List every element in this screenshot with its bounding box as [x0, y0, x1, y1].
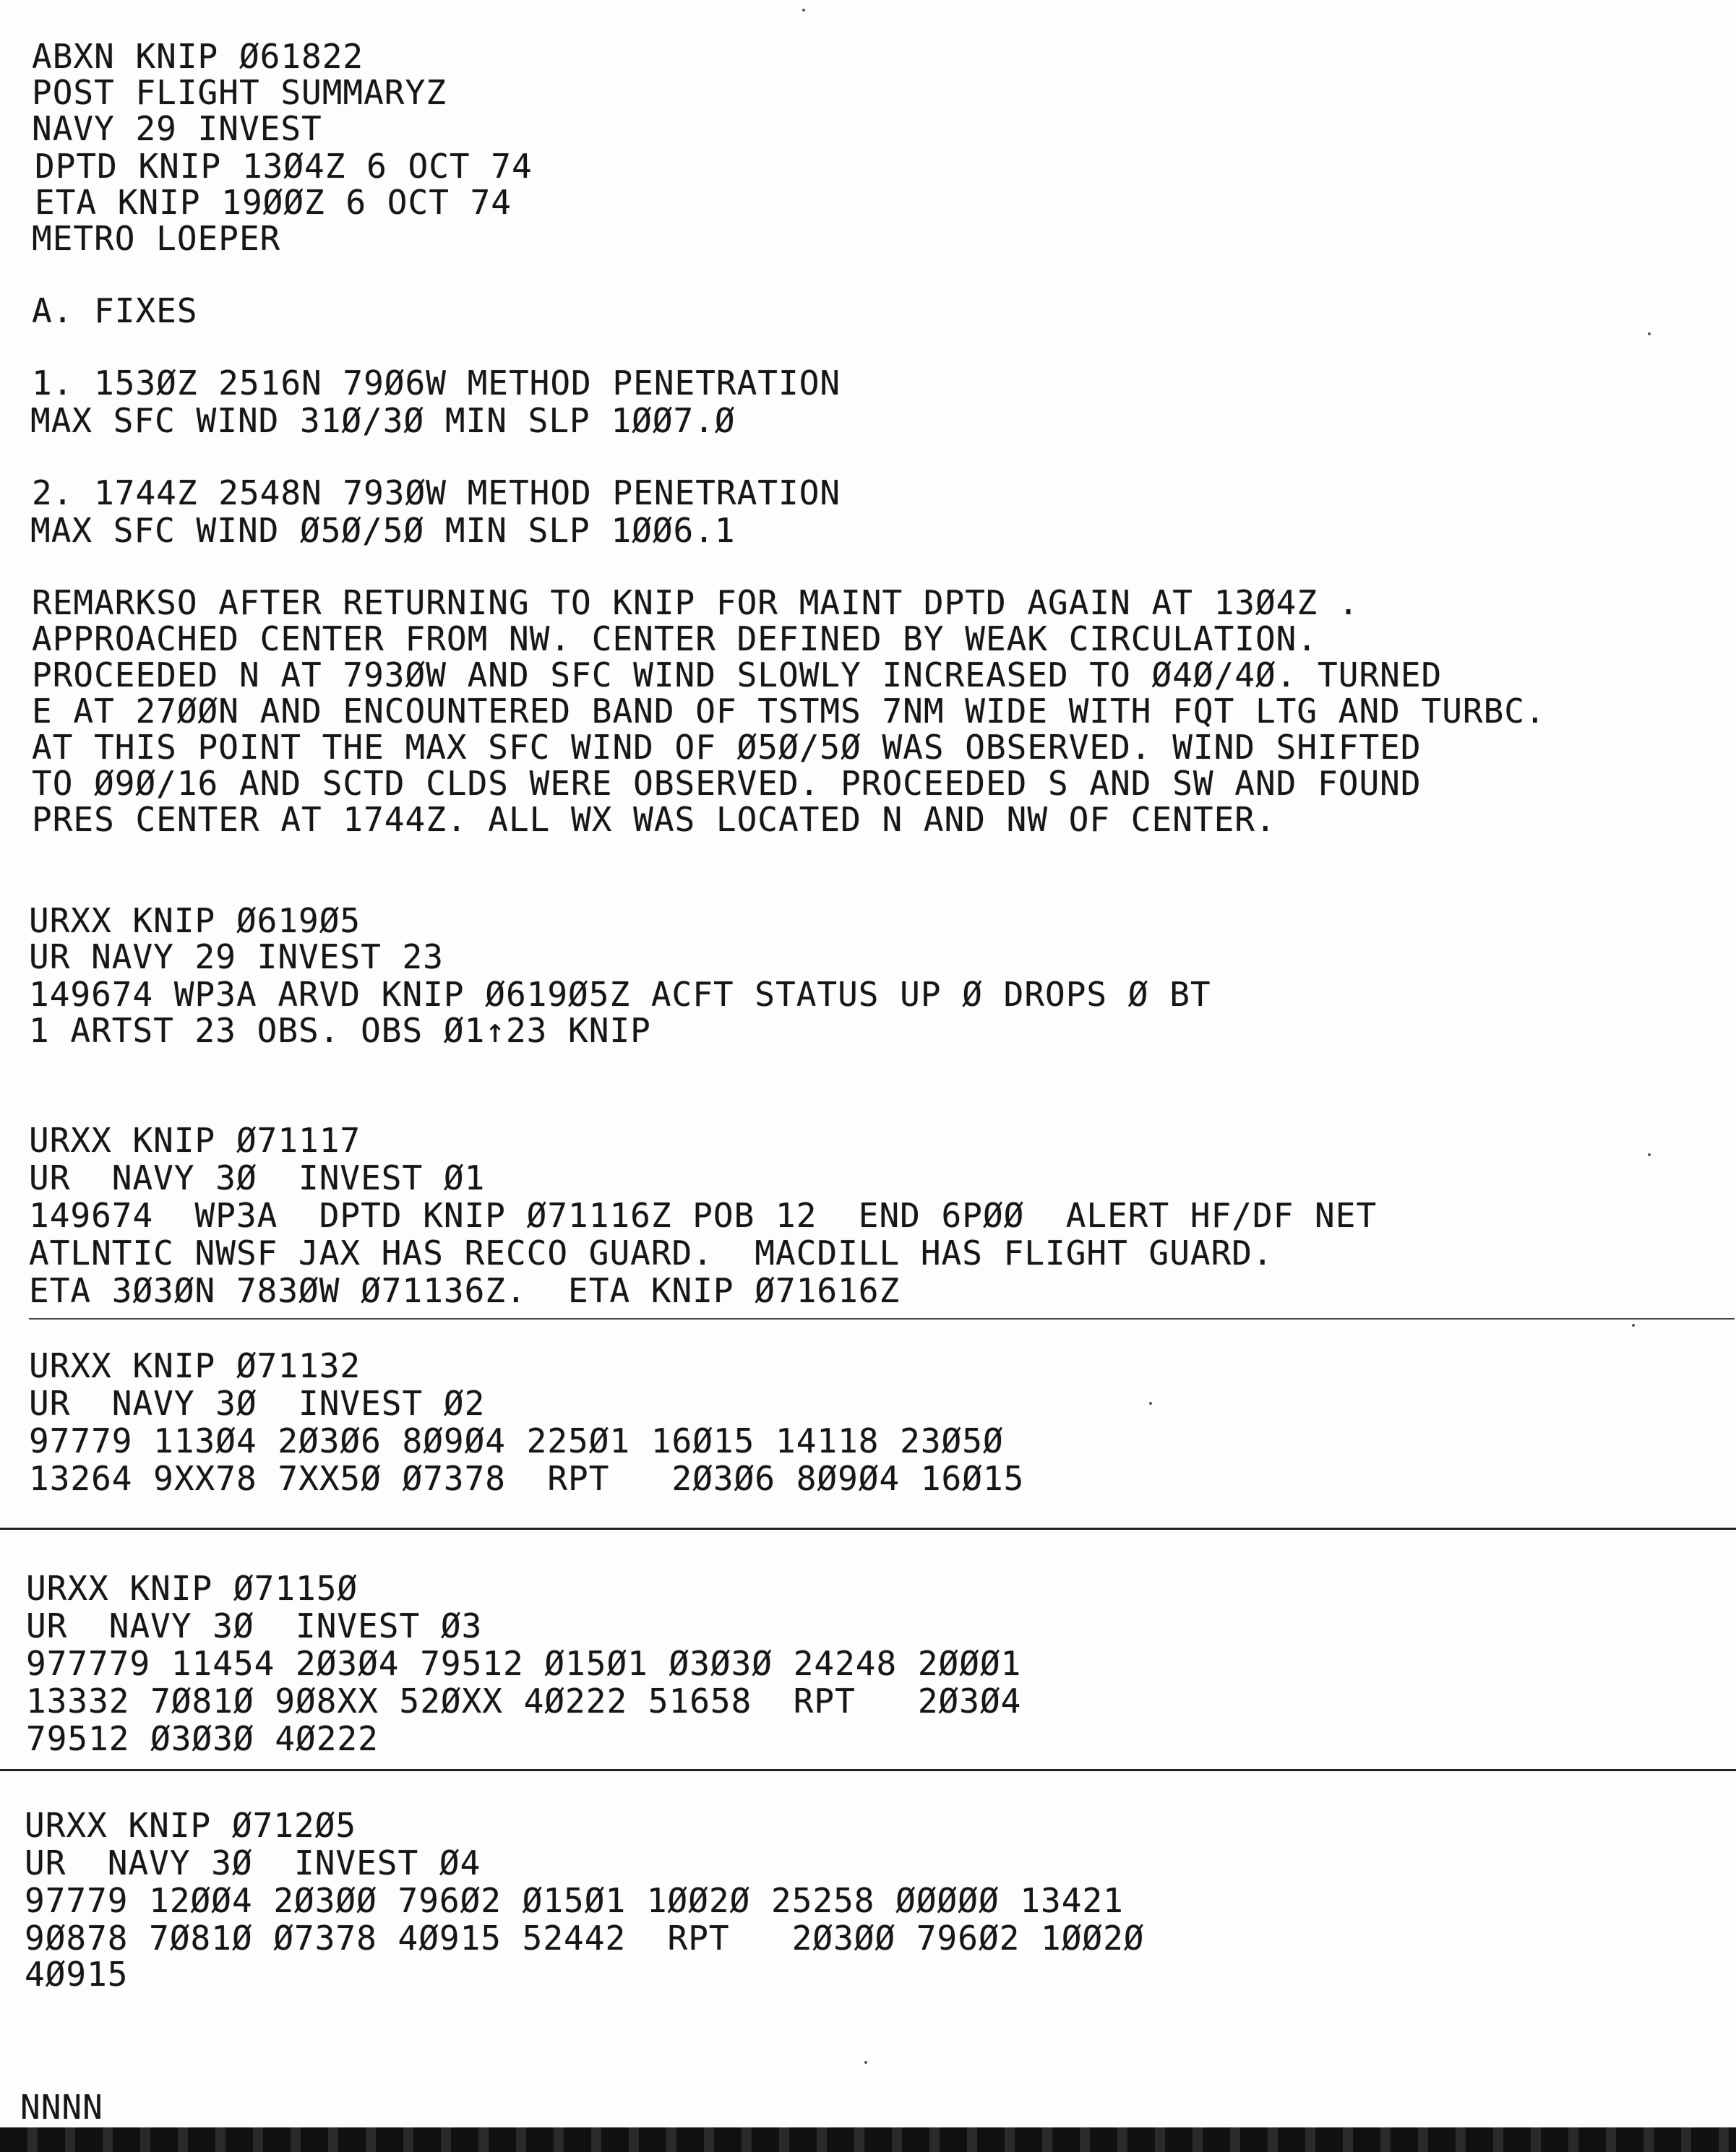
separator-line-3 [0, 1769, 1736, 1771]
scan-speck [864, 2061, 867, 2064]
msg-3-line-2: UR NAVY 3Ø INVEST Ø2 [29, 1384, 486, 1423]
header-line-6: METRO LOEPER [32, 219, 281, 258]
msg-1-line-2: UR NAVY 29 INVEST 23 [29, 937, 444, 976]
scan-speck [802, 9, 805, 12]
msg-1-line-1: URXX KNIP Ø619Ø5 [29, 901, 361, 940]
msg-4-line-5: 79512 Ø3Ø3Ø 4Ø222 [26, 1719, 379, 1758]
msg-3-line-3: 97779 113Ø4 2Ø3Ø6 8Ø9Ø4 225Ø1 16Ø15 14118 23Ø5Ø [29, 1421, 1004, 1460]
msg-5-line-2: UR NAVY 3Ø INVEST Ø4 [25, 1843, 481, 1882]
msg-4-line-2: UR NAVY 3Ø INVEST Ø3 [26, 1606, 483, 1645]
fix-1-line-2: MAX SFC WIND 31Ø/3Ø MIN SLP 1ØØ7.Ø [30, 401, 736, 440]
end-marker: NNNN [20, 2088, 103, 2127]
fix-1-line-1: 1. 153ØZ 2516N 79Ø6W METHOD PENETRATION [32, 363, 841, 403]
fix-2-line-2: MAX SFC WIND Ø5Ø/5Ø MIN SLP 1ØØ6.1 [30, 511, 736, 550]
scan-speck [1648, 332, 1651, 335]
scan-speck [1648, 1153, 1651, 1156]
remarks-line-6: TO Ø9Ø/16 AND SCTD CLDS WERE OBSERVED. PROCEEDED S AND SW AND FOUND [32, 764, 1422, 803]
remarks-line-5: AT THIS POINT THE MAX SFC WIND OF Ø5Ø/5Ø WAS OBSERVED. WIND SHIFTED [32, 728, 1422, 767]
remarks-line-2: APPROACHED CENTER FROM NW. CENTER DEFINED BY WEAK CIRCULATION. [32, 619, 1318, 658]
msg-5-line-1: URXX KNIP Ø712Ø5 [25, 1806, 357, 1845]
scan-speck [1632, 1324, 1635, 1327]
scan-speck [1149, 1402, 1152, 1405]
page-bottom-edge [0, 2127, 1736, 2152]
msg-4-line-3: 977779 11454 2Ø3Ø4 79512 Ø15Ø1 Ø3Ø3Ø 24248 2ØØØ1 [26, 1644, 1022, 1683]
msg-2-line-4: ATLNTIC NWSF JAX HAS RECCO GUARD. MACDILL HAS FLIGHT GUARD. [29, 1234, 1273, 1273]
header-line-4: DPTD KNIP 13Ø4Z 6 OCT 74 [35, 147, 533, 186]
remarks-line-7: PRES CENTER AT 1744Z. ALL WX WAS LOCATED N AND NW OF CENTER. [32, 800, 1276, 839]
msg-1-line-4: 1 ARTST 23 OBS. OBS Ø1↑23 KNIP [29, 1011, 651, 1050]
msg-3-line-4: 13264 9XX78 7XX5Ø Ø7378 RPT 2Ø3Ø6 8Ø9Ø4 16Ø15 [29, 1459, 1025, 1498]
msg-1-line-3: 149674 WP3A ARVD KNIP Ø619Ø5Z ACFT STATUS UP Ø DROPS Ø BT [29, 975, 1211, 1014]
separator-line-1 [29, 1318, 1735, 1320]
separator-line-2 [0, 1528, 1736, 1530]
remarks-line-1: REMARKSO AFTER RETURNING TO KNIP FOR MAINT DPTD AGAIN AT 13Ø4Z . [32, 583, 1359, 622]
remarks-line-3: PROCEEDED N AT 793ØW AND SFC WIND SLOWLY INCREASED TO Ø4Ø/4Ø. TURNED [32, 655, 1443, 694]
msg-3-line-1: URXX KNIP Ø71132 [29, 1346, 361, 1385]
fix-2-line-1: 2. 1744Z 2548N 793ØW METHOD PENETRATION [32, 473, 841, 512]
header-line-1: ABXN KNIP Ø61822 [32, 37, 364, 76]
fixes-heading: A. FIXES [32, 291, 198, 330]
msg-2-line-1: URXX KNIP Ø71117 [29, 1121, 361, 1160]
remarks-line-4: E AT 27ØØN AND ENCOUNTERED BAND OF TSTMS 7NM WIDE WITH FQT LTG AND TURBC. [32, 692, 1546, 731]
header-line-2: POST FLIGHT SUMMARYZ [32, 73, 447, 112]
msg-4-line-4: 13332 7Ø81Ø 9Ø8XX 52ØXX 4Ø222 51658 RPT 2Ø3Ø4 [26, 1682, 1022, 1721]
msg-2-line-5: ETA 3Ø3ØN 783ØW Ø71136Z. ETA KNIP Ø71616Z [29, 1271, 901, 1310]
msg-4-line-1: URXX KNIP Ø7115Ø [26, 1569, 358, 1608]
msg-2-line-3: 149674 WP3A DPTD KNIP Ø71116Z POB 12 END 6PØØ ALERT HF/DF NET [29, 1196, 1378, 1235]
header-line-3: NAVY 29 INVEST [32, 109, 322, 148]
header-line-5: ETA KNIP 19ØØZ 6 OCT 74 [35, 183, 512, 222]
msg-5-line-3: 97779 12ØØ4 2Ø3ØØ 796Ø2 Ø15Ø1 1ØØ2Ø 25258 ØØØØØ 13421 [25, 1881, 1124, 1920]
msg-2-line-2: UR NAVY 3Ø INVEST Ø1 [29, 1158, 486, 1197]
msg-5-line-4: 9Ø878 7Ø81Ø Ø7378 4Ø915 52442 RPT 2Ø3ØØ 796Ø2 1ØØ2Ø [25, 1919, 1145, 1958]
msg-5-line-5: 4Ø915 [25, 1955, 129, 1994]
